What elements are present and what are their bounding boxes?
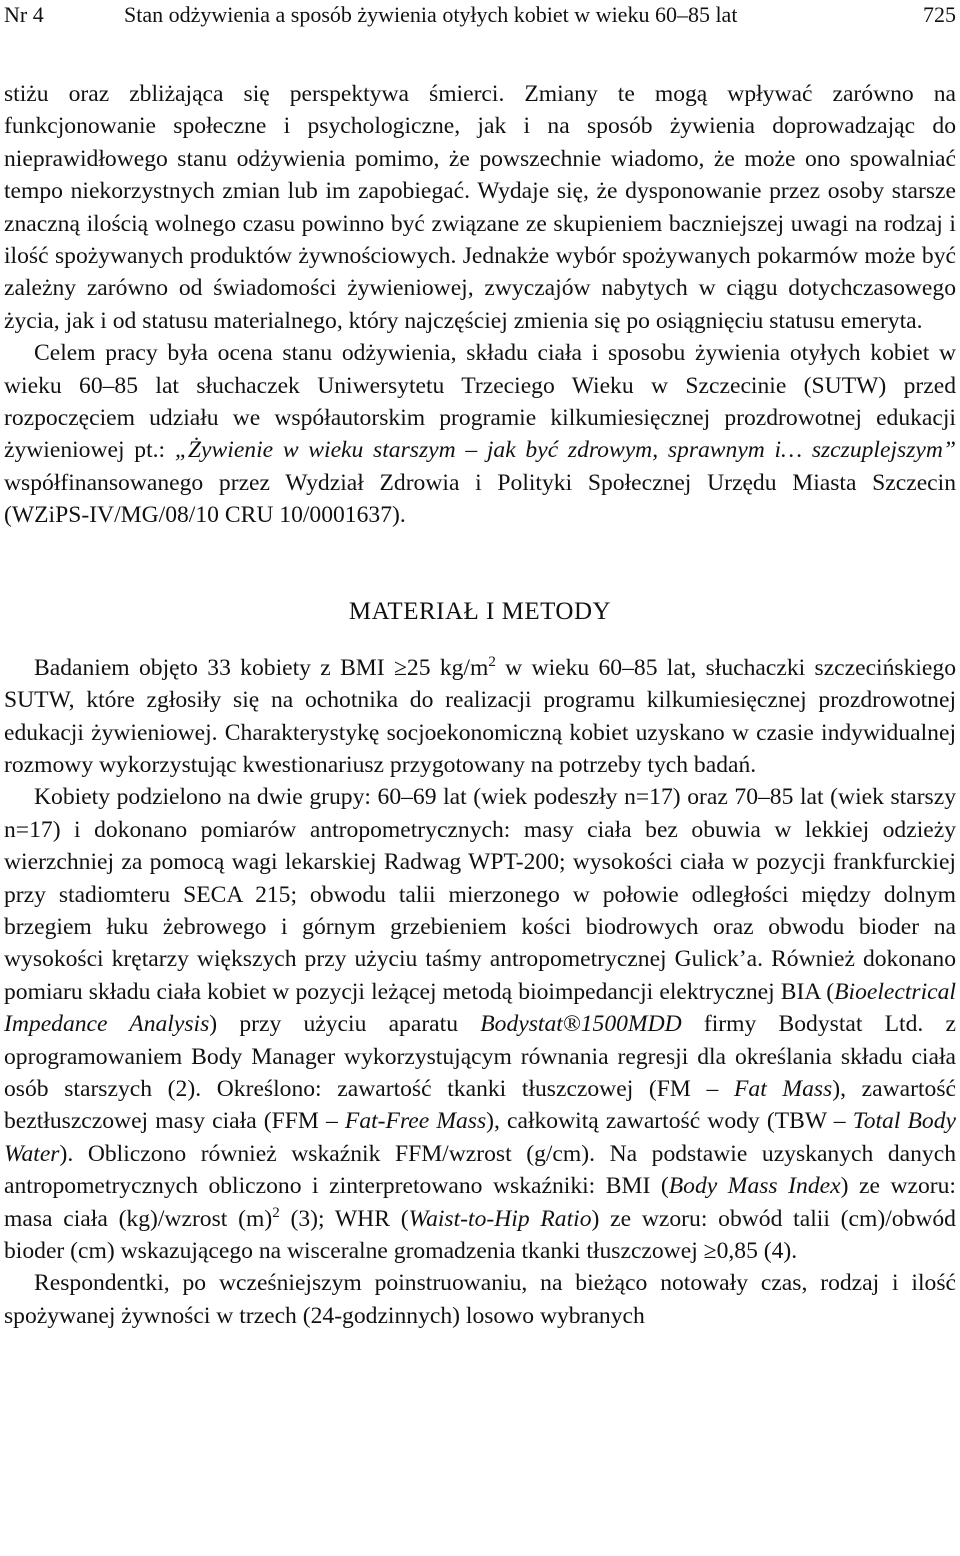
superscript: 2 bbox=[488, 653, 496, 670]
body-text bbox=[4, 78, 956, 1332]
italic-term: Fat-Free Mass bbox=[344, 1108, 487, 1135]
methods-paragraph-1 bbox=[4, 652, 956, 782]
superscript: 2 bbox=[272, 1204, 280, 1221]
methods-text: Badaniem objęto 33 kobiety z BMI ≥25 kg/m bbox=[34, 654, 489, 681]
section-heading: MATERIAŁ I METODY bbox=[348, 597, 612, 625]
methods-text: ), zawartość beztłuszczowej masy ciała (FFM – bbox=[4, 1075, 956, 1135]
methods-text: ) przy użyciu aparatu bbox=[209, 1011, 481, 1038]
methods-text: w wieku 60–85 lat, słuchaczki szczecińskiego SUTW, które zgłosiły się na ochotnika do realizacji programu kilkumiesięcznej prozdrowotnej edukacji żywieniowej. Charakterystykę socjoekonomiczną kobiet uzyskano w czasie indywidualnej rozmowy wykorzystując kwestionariusz przygotowany na potrzeby tych badań. bbox=[4, 654, 957, 778]
italic-term: Body Mass Index bbox=[668, 1173, 841, 1200]
journal-number: Nr 4 bbox=[4, 2, 44, 27]
running-title: Stan odżywienia a sposób żywienia otyłych kobiet w wieku 60–85 lat bbox=[124, 2, 738, 27]
methods-text: firmy Bodystat Ltd. z oprogramowaniem Body Manager wykorzystującym równania regresji dla określania składu ciała osób starszych (2). Określono: zawartość tkanki tłuszczowej (FM – bbox=[4, 1011, 956, 1102]
italic-term: Bodystat®1500MDD bbox=[480, 1011, 682, 1038]
italic-term: Fat Mass bbox=[734, 1075, 833, 1102]
page-number: 725 bbox=[923, 2, 956, 27]
funding-text: współfinansowanego przez Wydział Zdrowia i Polityki Społecznej Urzędu Miasta Szczecin (WZiPS-IV/MG/08/10 CRU 10/0001637). bbox=[4, 469, 956, 529]
aim-text: Celem pracy była ocena stanu odżywienia, składu ciała i sposobu żywienia otyłych kobiet w wieku 60–85 lat słuchaczek Uniwersytetu Trzeciego Wieku w Szczecinie (SUTW) przed rozpoczęciem udziału we współautorskim programie kilkumiesięcznej prozdrowotnej edukacji żywieniowej pt.: bbox=[4, 340, 956, 464]
methods-text: (3); WHR ( bbox=[279, 1205, 409, 1232]
methods-text: ) ze wzoru: obwód talii (cm)/obwód bioder (cm) wskazującego na wisceralne gromadzenia tkanki tłuszczowej ≥0,85 (4). bbox=[4, 1205, 956, 1264]
italic-term: Waist-to-Hip Ratio bbox=[408, 1205, 592, 1232]
methods-paragraph-3: Respondentki, po wcześniejszym poinstruowaniu, na bieżąco notowały czas, rodzaj i ilość spożywanej żywności w trzech (24-godzinnych) losowo wybranych bbox=[4, 1270, 956, 1329]
methods-text: Kobiety podzielono na dwie grupy: 60–69 lat (wiek podeszły n=17) oraz 70–85 lat (wiek starszy n=17) i dokonano pomiarów antropometrycznych: masy ciała bez obuwia w lekkiej odzieży wierzchniej za pomocą wagi lekarskiej Radwag WPT-200; wysokości ciała w pozycji frankfurckiej przy stadiomteru SECA 215; obwodu talii mierzonego w połowie odległości między dolnym brzegiem łuku żebrowego i górnym grzebieniem kości biodrowych oraz obwodu bioder na wysokości krętarzy większych przy użyciu taśmy antropometrycznej Gulick’a. Również dokonano pomiaru składu ciała kobiet w pozycji leżącej metodą bioimpedancji elektrycznej BIA ( bbox=[4, 784, 956, 1005]
program-title: „Żywienie w wieku starszym – jak być zdrowym, sprawnym i… szczuplejszym” bbox=[174, 437, 957, 464]
italic-term: Bioelectrical Impedance Analysis bbox=[4, 978, 956, 1038]
running-head bbox=[4, 0, 956, 38]
methods-paragraph-2 bbox=[4, 781, 956, 1267]
methods-text: ). Obliczono również wskaźnik FFM/wzrost (g/cm). Na podstawie uzyskanych danych antropometrycznych obliczono i zinterpretowano wskaźniki: BMI ( bbox=[4, 1140, 956, 1200]
intro-paragraph-2 bbox=[4, 337, 956, 531]
methods-text: ) ze wzoru: masa ciała (kg)/wzrost (m) bbox=[4, 1173, 956, 1232]
intro-paragraph-1: stiżu oraz zbliżająca się perspektywa śmierci. Zmiany te mogą wpływać zarówno na funkcjonowanie społeczne i psychologiczne, jak i na sposób żywienia doprowadzając do nieprawidłowego stanu odżywienia pomimo, że powszechnie wiadomo, że może ono spowalniać tempo niekorzystnych zmian lub im zapobiegać. Wydaje się, że dysponowanie przez osoby starsze znaczną ilością wolnego czasu powinno być związane ze skupieniem baczniejszej uwagi na rodzaj i ilość spożywanych produktów żywnościowych. Jednakże wybór spożywanych pokarmów może być zależny zarówno od świadomości żywieniowej, zwyczajów nabytych w ciągu dotychczasowego życia, jak i od statusu materialnego, który najczęściej zmienia się po osiągnięciu statusu emeryta. bbox=[4, 81, 956, 334]
italic-term: Total Body Water bbox=[4, 1108, 956, 1167]
methods-text: ), całkowitą zawartość wody (TBW – bbox=[486, 1108, 853, 1135]
document-page bbox=[4, 0, 956, 1332]
